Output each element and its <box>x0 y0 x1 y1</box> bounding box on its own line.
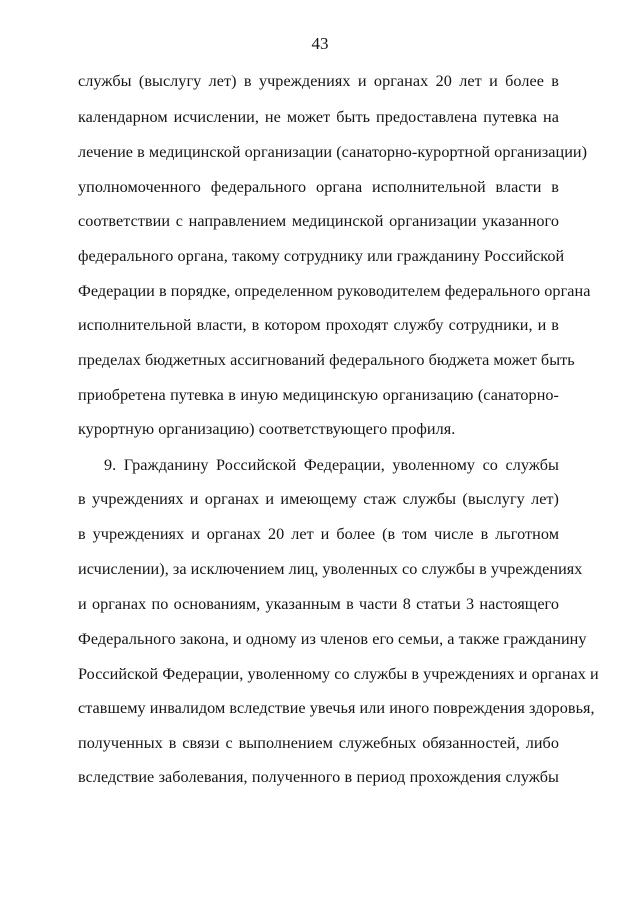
text-line: федерального органа, такому сотруднику или гражданину Российской <box>78 247 565 265</box>
text-line: исполнительной власти, в котором проходят службу сотрудники, и в <box>78 316 559 334</box>
text-line: исчислении), за исключением лиц, уволенных со службы в учреждениях <box>78 560 583 578</box>
text-line: курортную организацию) соответствующего профиля. <box>78 420 456 438</box>
text-line: Федерации в порядке, определенном руководителем федерального органа <box>78 282 591 300</box>
text-line: ставшему инвалидом вследствие увечья или иного повреждения здоровья, <box>78 699 595 717</box>
text-line: службы (выслугу лет) в учреждениях и органах 20 лет и более в <box>78 72 559 90</box>
text-line: Российской Федерации, уволенному со службы в учреждениях и органах и <box>78 665 599 683</box>
text-line: вследствие заболевания, полученного в период прохождения службы <box>78 768 559 786</box>
text-line: и органах по основаниям, указанным в части 8 статьи 3 настоящего <box>78 595 559 613</box>
text-line: календарном исчислении, не может быть предоставлена путевка на <box>78 108 559 126</box>
text-line: в учреждениях и органах и имеющему стаж службы (выслугу лет) <box>78 490 559 508</box>
page-number: 43 <box>311 34 329 53</box>
text-line: в учреждениях и органах 20 лет и более (в том числе в льготном <box>78 525 559 543</box>
text-line: лечение в медицинской организации (санаторно-курортной организации) <box>78 143 588 161</box>
text-line: Федерального закона, и одному из членов его семьи, а также гражданину <box>78 630 587 648</box>
text-line: уполномоченного федерального органа исполнительной власти в <box>78 178 559 196</box>
text-line: приобретена путевка в иную медицинскую организацию (санаторно- <box>78 386 559 404</box>
text-line: полученных в связи с выполнением служебных обязанностей, либо <box>78 734 559 752</box>
text-line: соответствии с направлением медицинской организации указанного <box>78 212 559 230</box>
paragraph-first-line: 9. Гражданину Российской Федерации, уволенному со службы <box>104 456 559 474</box>
text-line: пределах бюджетных ассигнований федерального бюджета может быть <box>78 351 575 369</box>
